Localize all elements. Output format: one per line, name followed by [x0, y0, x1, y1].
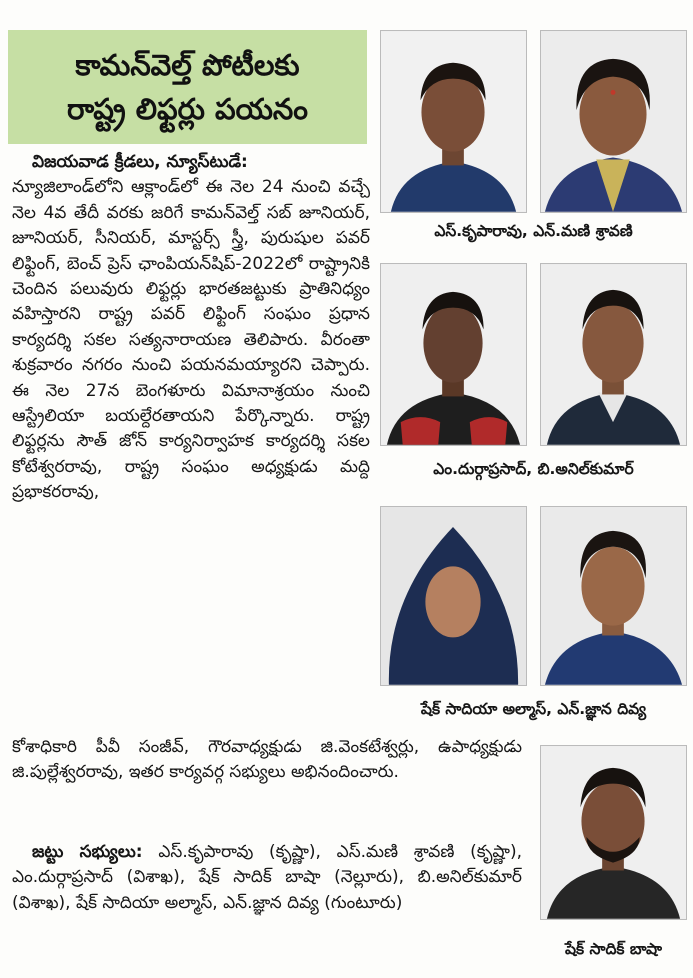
- portrait-man-icon: [381, 31, 526, 212]
- article-dateline: విజయవాడ క్రీడలు, న్యూస్‌టుడే:: [32, 152, 248, 172]
- caption-pair-2: ఎం.దుర్గాప్రసాద్, బి.అనిల్‌కుమార్: [433, 460, 634, 478]
- team-members-list: ఎస్‌.కృపారావు (కృష్ణా), ఎస్‌.మణి శ్రావణి (కృష్ణా), ఎం.దుర్గాప్రసాద్‌ (విశాఖ), షేక్‌ సాదిక్‌ బాషా (నెల్లూరు), బి.అనిల్‌కుమార్‌ (విశాఖ), షేక్‌ సాదియా అల్మాస్, ఎన్‌.జ్ఞాన దివ్య (గుంటూరు): [12, 842, 523, 913]
- caption-pair-3: షేక్‌ సాదియా అల్మాస్, ఎన్‌.జ్ఞాన దివ్య: [420, 700, 647, 718]
- article-body: [12, 150, 370, 506]
- headline-line-2: రాష్ట్ర లిఫ్టర్లు పయనం: [67, 92, 308, 126]
- caption-pair-1: ఎస్‌.కృపారావు, ఎన్‌.మణి శ్రావణి: [434, 222, 633, 240]
- portrait-man-icon: [541, 746, 686, 919]
- portrait-woman-icon: [541, 507, 686, 685]
- photo-durgaprasad: [380, 263, 527, 446]
- photo-kruparao: [380, 30, 527, 213]
- team-members-block: [12, 840, 522, 916]
- photo-sadiya-almas: [380, 506, 527, 686]
- photo-anilkumar: [540, 263, 687, 446]
- portrait-man-icon: [381, 264, 526, 445]
- portrait-woman-icon: [381, 507, 526, 685]
- team-members-paragraph: [12, 840, 522, 916]
- article-paragraph-1: న్యూజిలాండ్‌లోని ఆక్లాండ్‌లో ఈ నెల 24 నుంచి వచ్చే నెల 4వ తేదీ వరకు జరిగే కామన్‌వెల్త్‌ సబ్‌ జూనియర్, జూనియర్, సీనియర్, మాస్టర్స్‌ స్త్రీ, పురుషుల పవర్‌ లిఫ్టింగ్, బెంచ్‌ ప్రెస్‌ ఛాంపియన్‌షిప్‌-2022లో రాష్ట్రానికి చెందిన పలువురు లిఫ్టర్లు భారతజట్టుకు ప్రాతినిధ్యం వహిస్తారని రాష్ట్ర పవర్‌ లిఫ్టింగ్‌ సంఘం ప్రధాన కార్యదర్శి సకల సత్యనారాయణ తెలిపారు. వీరంతా శుక్రవారం నగరం నుంచి పయనమయ్యారని చెప్పారు. ఈ నెల 27న బెంగళూరు విమానాశ్రయం నుంచి ఆస్ట్రేలియా బయల్దేరతాయని పేర్కొన్నారు. రాష్ట్ర లిఫ్టర్లను సౌత్‌ జోన్‌ కార్యనిర్వాహక కార్యదర్శి సకల కోటేశ్వరరావు, రాష్ట్ర సంఘం అధ్యక్షుడు మద్ది ప్రభాకరరావు,: [12, 177, 370, 503]
- article-continuation: [12, 735, 522, 786]
- headline-line-1: కామన్‌వెల్త్‌ పోటీలకు: [75, 48, 300, 82]
- team-label: జట్టు సభ్యులు:: [32, 842, 143, 862]
- photo-sadiq-basha: [540, 745, 687, 920]
- portrait-woman-icon: [541, 31, 686, 212]
- portrait-man-icon: [541, 264, 686, 445]
- headline-box: [8, 30, 367, 144]
- caption-single: షేక్‌ సాదిక్‌ బాషా: [564, 940, 663, 958]
- photo-jnana-divya: [540, 506, 687, 686]
- photo-mani-sravani: [540, 30, 687, 213]
- article-paragraph-2: కోశాధికారి పీవీ సంజీవ్, గౌరవాధ్యక్షుడు జి.వెంకటేశ్వర్లు, ఉపాధ్యక్షుడు జి.పుల్లేశ్వరరావు, ఇతర కార్యవర్గ సభ్యులు అభినందించారు.: [12, 737, 522, 783]
